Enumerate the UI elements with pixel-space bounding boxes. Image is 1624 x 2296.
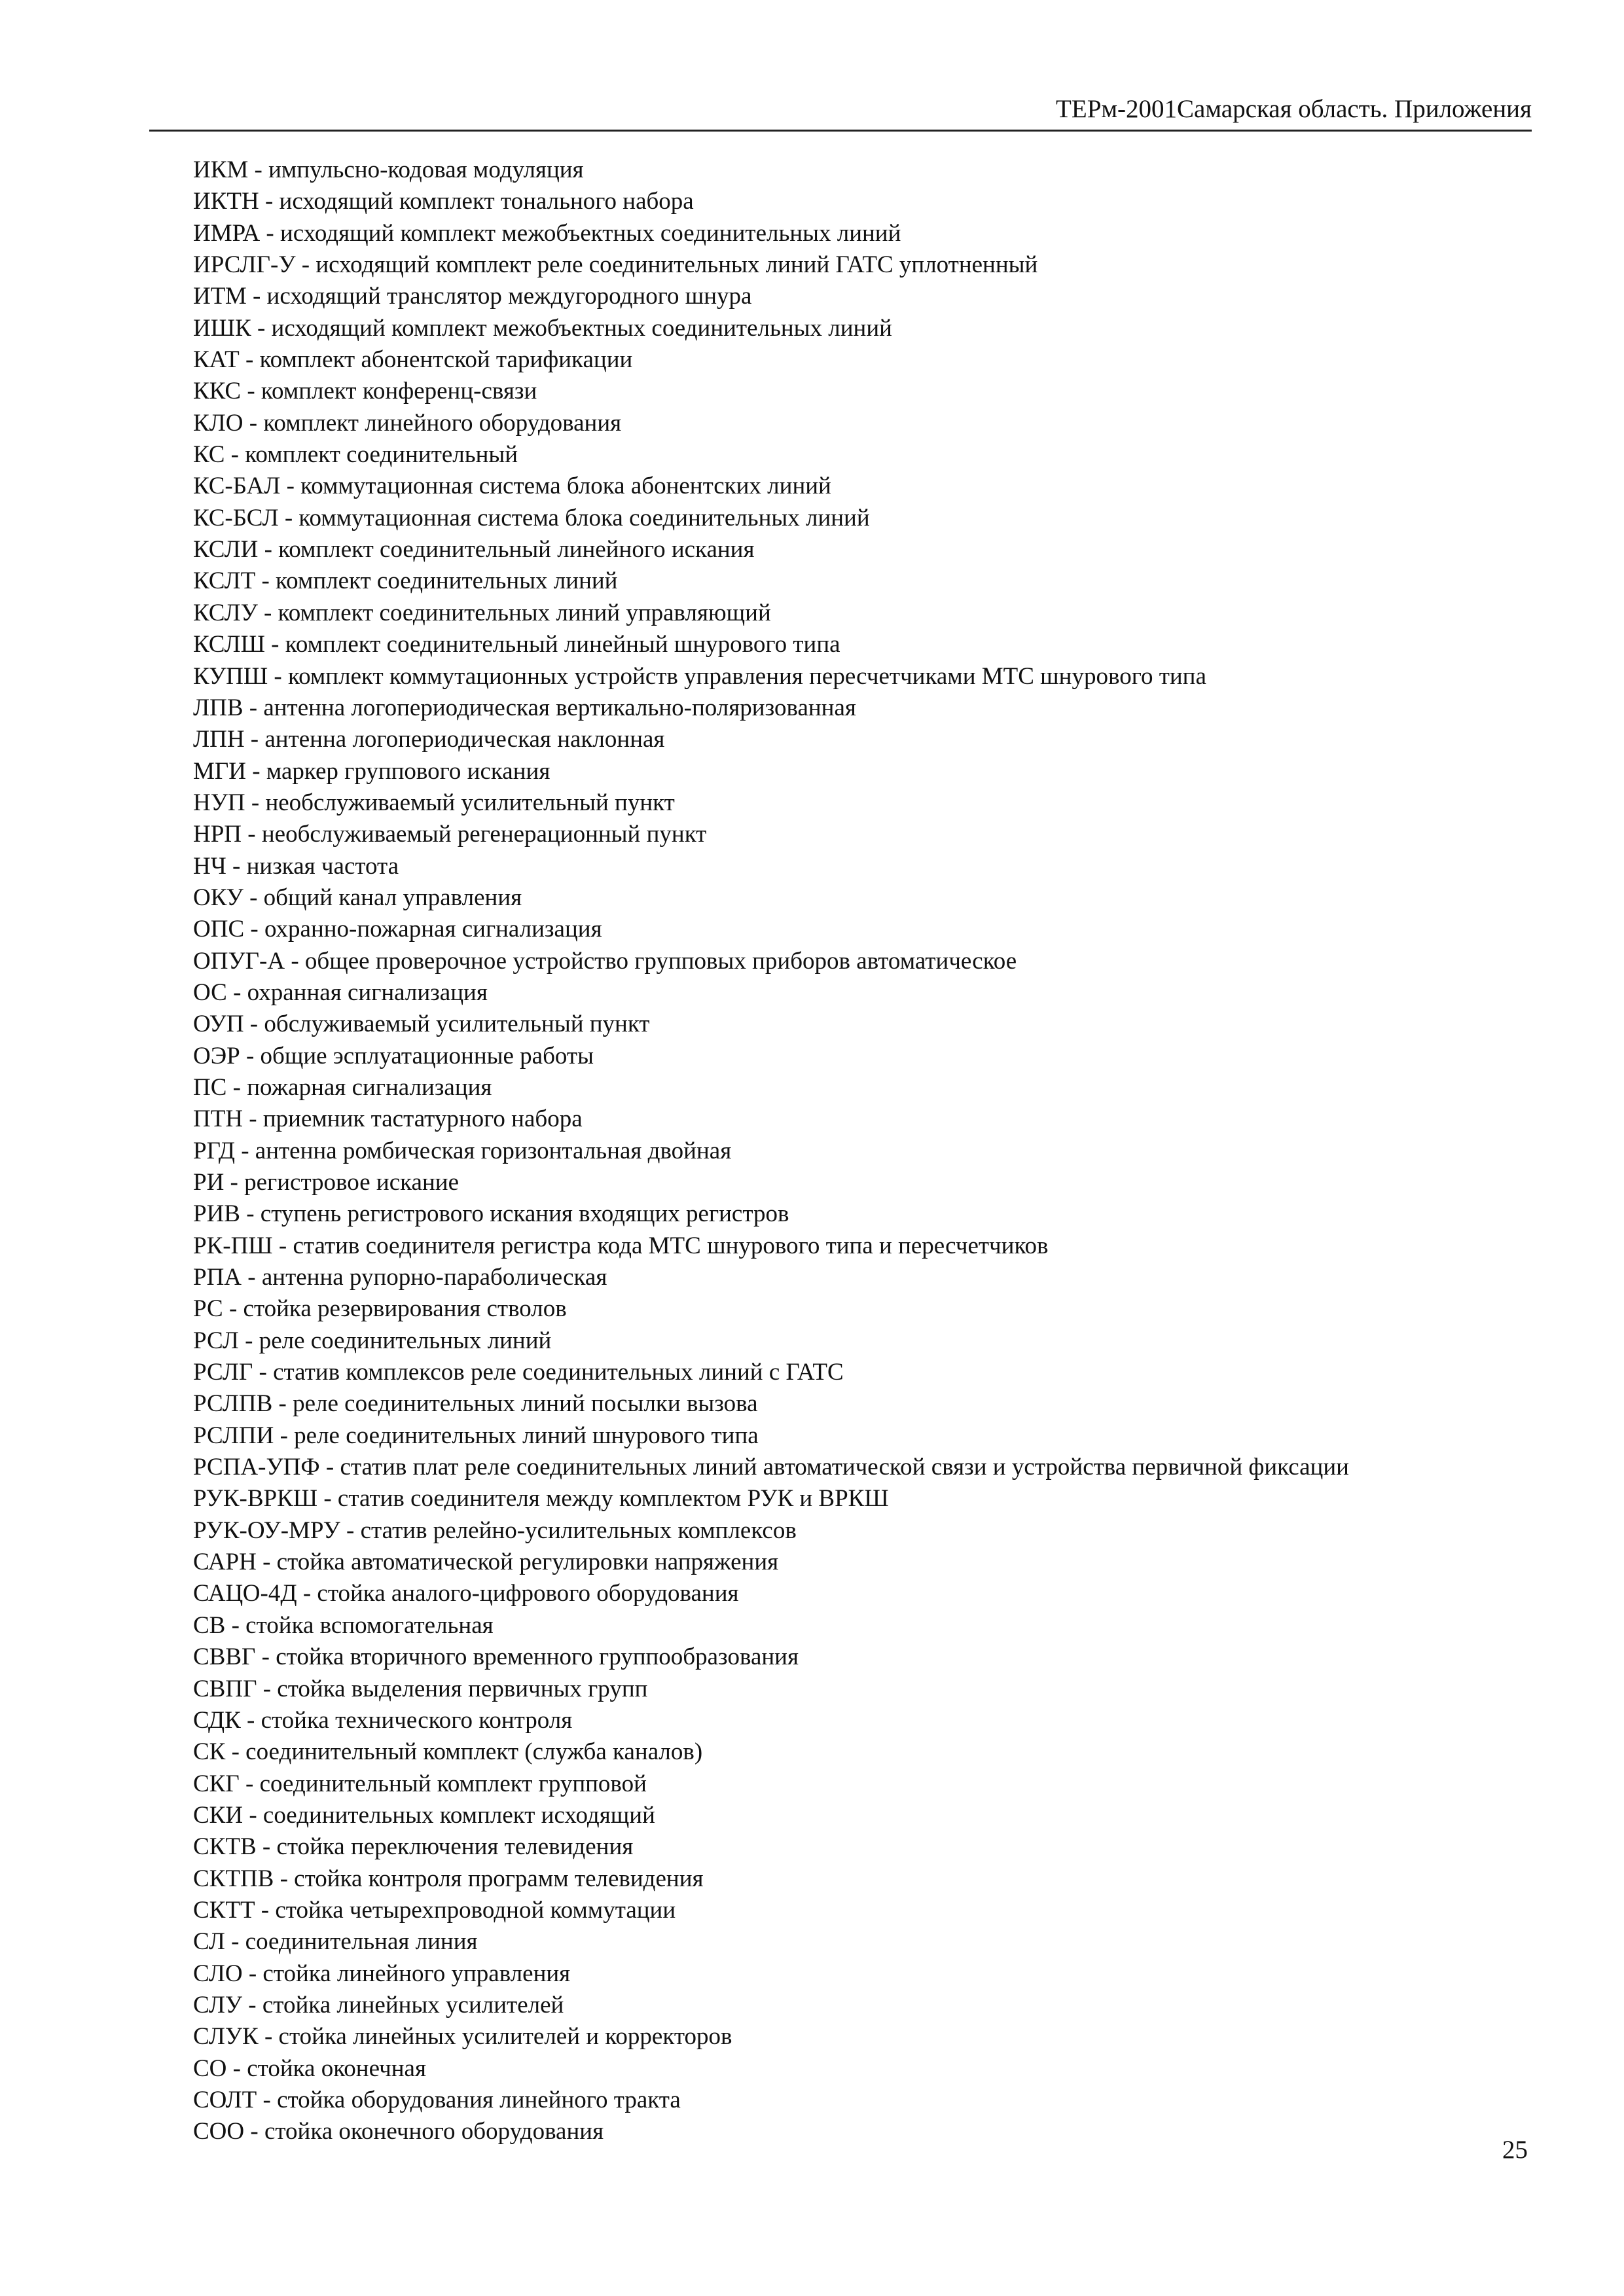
- list-item: КС - комплект соединительный: [193, 441, 518, 469]
- list-item: РИВ - ступень регистрового искания входящих регистров: [193, 1200, 789, 1228]
- list-item: КСЛТ - комплект соединительных линий: [193, 567, 618, 595]
- list-item: КС-БСЛ - коммутационная система блока соединительных линий: [193, 504, 870, 531]
- header-title: ТЕРм-2001Самарская область. Приложения: [1056, 95, 1532, 123]
- list-item: ОЭР - общие эсплуатационные работы: [193, 1042, 594, 1069]
- list-item: КСЛУ - комплект соединительных линий управляющий: [193, 599, 771, 626]
- list-item: КСЛШ - комплект соединительный линейный шнурового типа: [193, 631, 840, 658]
- list-item: ОКУ - общий канал управления: [193, 884, 522, 911]
- page-number: 25: [1502, 2136, 1528, 2164]
- list-item: МГИ - маркер группового искания: [193, 757, 550, 785]
- list-item: КУПШ - комплект коммутационных устройств управления пересчетчиками МТС шнурового типа: [193, 662, 1206, 690]
- list-item: СО - стойка оконечная: [193, 2054, 426, 2082]
- list-item: РСЛПВ - реле соединительных линий посылки вызова: [193, 1390, 758, 1418]
- list-item: СКТТ - стойка четырехпроводной коммутации: [193, 1896, 676, 1924]
- list-item: ККС - комплект конференц-связи: [193, 378, 537, 405]
- list-item: НЧ - низкая частота: [193, 852, 399, 880]
- list-item: ОУП - обслуживаемый усилительный пункт: [193, 1011, 650, 1038]
- list-item: ПС - пожарная сигнализация: [193, 1073, 492, 1101]
- list-item: ЛПН - антенна логопериодическая наклонная: [193, 726, 665, 753]
- list-item: РУК-ВРКШ - статив соединителя между комплектом РУК и ВРКШ: [193, 1485, 889, 1513]
- list-item: ИРСЛГ-У - исходящий комплект реле соединительных линий ГАТС уплотненный: [193, 251, 1038, 279]
- list-item: РС - стойка резервирования стволов: [193, 1295, 567, 1323]
- list-item: ИТМ - исходящий транслятор междугородного шнура: [193, 283, 752, 310]
- list-item: РИ - регистровое искание: [193, 1169, 459, 1196]
- list-item: ИМРА - исходящий комплект межобъектных соединительных линий: [193, 219, 901, 247]
- list-item: СОЛТ - стойка оборудования линейного тракта: [193, 2086, 681, 2113]
- list-item: КАТ - комплект абонентской тарификации: [193, 346, 633, 374]
- list-item: ОПУГ-А - общее проверочное устройство групповых приборов автоматическое: [193, 947, 1017, 975]
- list-item: РГД - антенна ромбическая горизонтальная двойная: [193, 1137, 732, 1164]
- abbreviation-list: [193, 154, 1535, 2148]
- list-item: РСЛПИ - реле соединительных линий шнурового типа: [193, 1422, 759, 1449]
- list-item: КС-БАЛ - коммутационная система блока абонентских линий: [193, 473, 831, 500]
- list-item: ИШК - исходящий комплект межобъектных соединительных линий: [193, 314, 892, 342]
- list-item: СЛ - соединительная линия: [193, 1928, 478, 1956]
- list-item: СВПГ - стойка выделения первичных групп: [193, 1675, 648, 1702]
- list-item: ИКТН - исходящий комплект тонального набора: [193, 188, 694, 215]
- list-item: СДК - стойка технического контроля: [193, 1706, 573, 1734]
- list-item: РСЛГ - статив комплексов реле соединительных линий с ГАТС: [193, 1359, 844, 1386]
- list-item: ОС - охранная сигнализация: [193, 978, 488, 1006]
- list-item: СЛУ - стойка линейных усилителей: [193, 1991, 564, 2018]
- list-item: РК-ПШ - статив соединителя регистра кода МТС шнурового типа и пересчетчиков: [193, 1232, 1049, 1259]
- list-item: ПТН - приемник тастатурного набора: [193, 1105, 583, 1133]
- list-item: РСЛ - реле соединительных линий: [193, 1327, 552, 1354]
- list-item: ОПС - охранно-пожарная сигнализация: [193, 916, 602, 943]
- list-item: РУК-ОУ-МРУ - статив релейно-усилительных комплексов: [193, 1516, 797, 1544]
- list-item: СОО - стойка оконечного оборудования: [193, 2118, 604, 2145]
- list-item: СКГ - соединительный комплект групповой: [193, 1770, 647, 1797]
- list-item: КЛО - комплект линейного оборудования: [193, 409, 622, 437]
- list-item: НУП - необслуживаемый усилительный пункт: [193, 789, 675, 816]
- list-item: КСЛИ - комплект соединительный линейного искания: [193, 536, 755, 564]
- list-item: НРП - необслуживаемый регенерационный пункт: [193, 821, 707, 848]
- list-item: СК - соединительный комплект (служба каналов): [193, 1738, 703, 1766]
- list-item: ИКМ - импульсно-кодовая модуляция: [193, 156, 584, 183]
- list-item: СКИ - соединительных комплект исходящий: [193, 1801, 655, 1829]
- list-item: СКТВ - стойка переключения телевидения: [193, 1833, 634, 1861]
- list-item: СЛО - стойка линейного управления: [193, 1960, 571, 1987]
- list-item: СВ - стойка вспомогательная: [193, 1611, 494, 1639]
- list-item: РПА - антенна рупорно-параболическая: [193, 1264, 607, 1291]
- list-item: РСПА-УПФ - статив плат реле соединительных линий автоматической связи и устройства первичной фиксации: [193, 1454, 1349, 1481]
- page-header: [149, 92, 1532, 132]
- list-item: СВВГ - стойка вторичного временного группообразования: [193, 1643, 799, 1671]
- list-item: СКТПВ - стойка контроля программ телевидения: [193, 1865, 704, 1892]
- list-item: СЛУК - стойка линейных усилителей и корректоров: [193, 2023, 732, 2051]
- list-item: САРН - стойка автоматической регулировки напряжения: [193, 1549, 779, 1576]
- list-item: САЦО-4Д - стойка аналого-цифрового оборудования: [193, 1580, 739, 1607]
- list-item: ЛПВ - антенна логопериодическая вертикально-поляризованная: [193, 694, 856, 721]
